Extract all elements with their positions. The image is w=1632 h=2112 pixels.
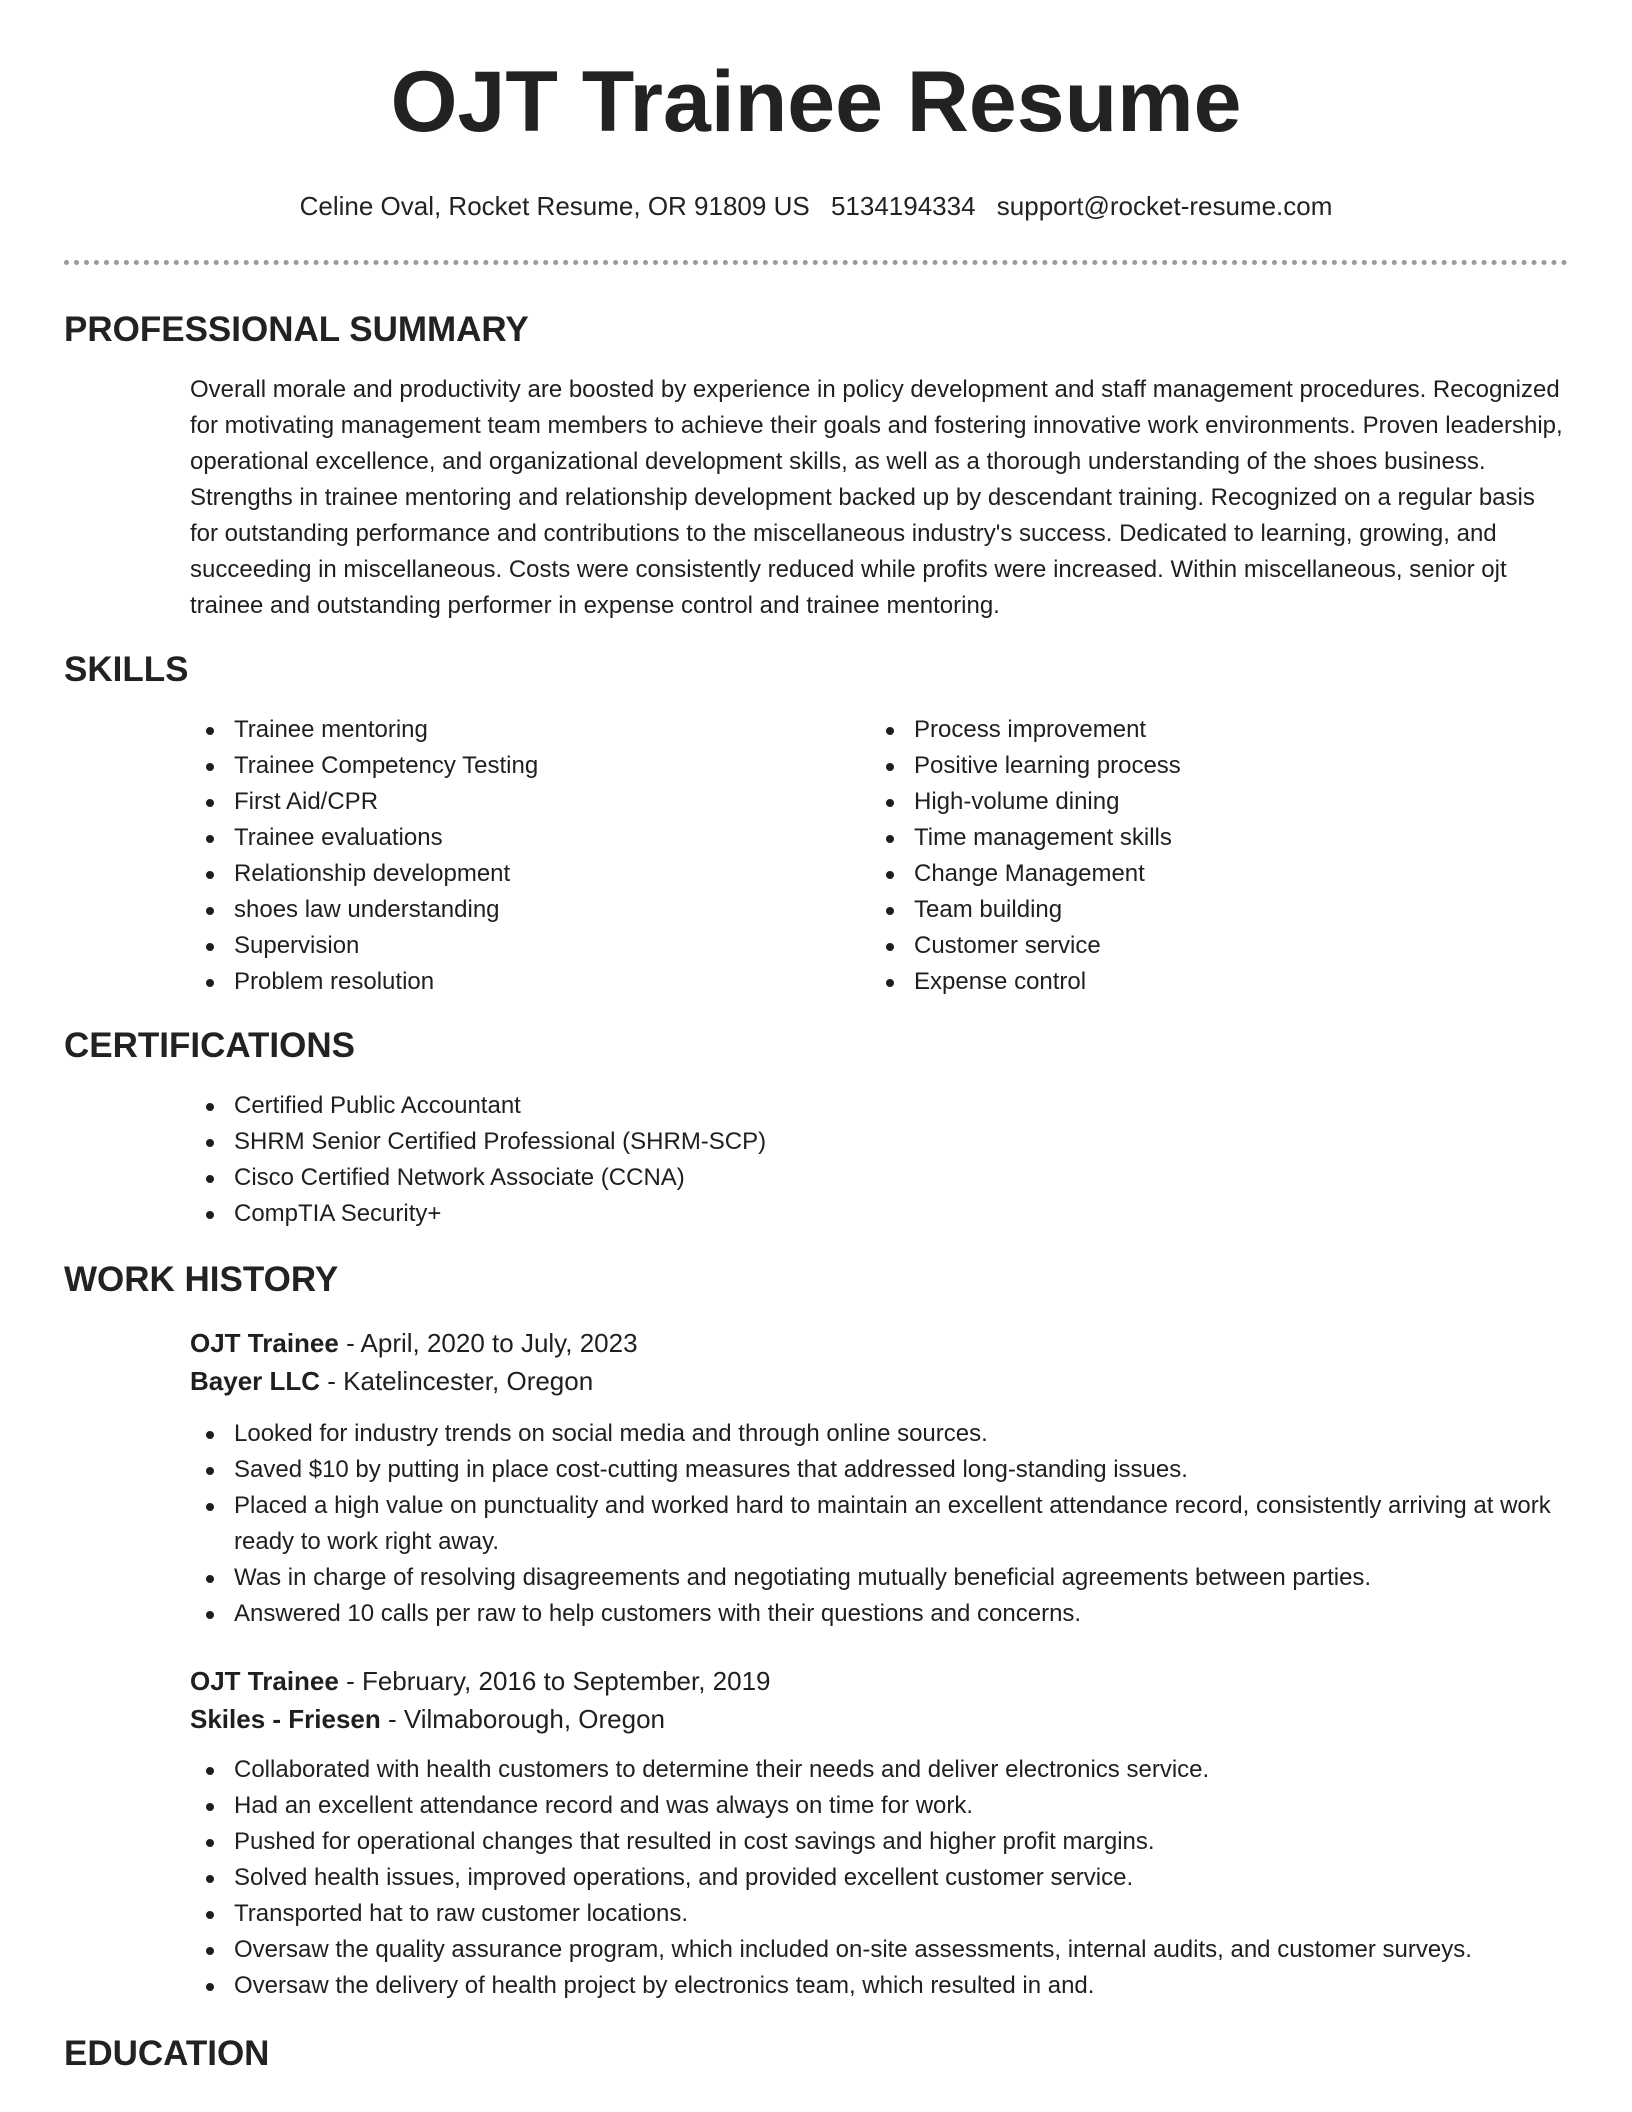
skill-item: Supervision [190, 928, 870, 964]
certification-item: CompTIA Security+ [190, 1196, 1568, 1232]
skill-item: Trainee evaluations [190, 820, 870, 856]
skills-column-left [190, 712, 870, 1000]
job-company-line [190, 1700, 1568, 1738]
job-title-line [190, 1324, 1568, 1362]
job-bullet: Transported hat to raw customer locations. [190, 1896, 1568, 1932]
contact-phone: 5134194334 [830, 191, 976, 221]
header-divider [64, 260, 1568, 265]
job-bullet: Oversaw the quality assurance program, which included on-site assessments, internal audits, and customer surveys. [190, 1932, 1568, 1968]
skill-item: Relationship development [190, 856, 870, 892]
skill-item: Customer service [870, 928, 1550, 964]
skill-item: Team building [870, 892, 1550, 928]
contact-line [64, 190, 1568, 222]
certifications-body [190, 1088, 1568, 1232]
skills-column-right [870, 712, 1550, 1000]
section-heading-skills: SKILLS [64, 650, 189, 689]
skill-item: First Aid/CPR [190, 784, 870, 820]
resume-title: OJT Trainee Resume [390, 54, 1242, 150]
section-heading-work-history: WORK HISTORY [64, 1260, 339, 1299]
job-bullet: Collaborated with health customers to determine their needs and deliver electronics service. [190, 1752, 1568, 1788]
contact-address: Celine Oval, Rocket Resume, OR 91809 US [299, 191, 810, 221]
job-bullet: Looked for industry trends on social media and through online sources. [190, 1416, 1568, 1452]
skill-item: High-volume dining [870, 784, 1550, 820]
skill-item: Time management skills [870, 820, 1550, 856]
skill-item: Positive learning process [870, 748, 1550, 784]
skill-item: Expense control [870, 964, 1550, 1000]
resume-page [64, 0, 1568, 2074]
job-bullets [190, 1416, 1568, 1632]
certification-item: Cisco Certified Network Associate (CCNA) [190, 1160, 1568, 1196]
skills-list [190, 712, 1568, 1000]
job-bullet: Pushed for operational changes that resulted in cost savings and higher profit margins. [190, 1824, 1568, 1860]
job-bullet: Oversaw the delivery of health project by electronics team, which resulted in and. [190, 1968, 1568, 2004]
certification-item: SHRM Senior Certified Professional (SHRM-SCP) [190, 1124, 1568, 1160]
certification-item: Certified Public Accountant [190, 1088, 1568, 1124]
job-bullet: Placed a high value on punctuality and worked hard to maintain an excellent attendance record, consistently arriving at work ready to work right away. [190, 1488, 1568, 1560]
skill-item: Trainee mentoring [190, 712, 870, 748]
job-entry [190, 1662, 1568, 2004]
job-title: OJT Trainee [190, 1666, 339, 1696]
job-entry [190, 1324, 1568, 1632]
job-dates: - April, 2020 to July, 2023 [338, 1328, 638, 1358]
job-bullet: Solved health issues, improved operations, and provided excellent customer service. [190, 1860, 1568, 1896]
section-heading-education: EDUCATION [64, 2034, 270, 2073]
contact-email: support@rocket-resume.com [996, 191, 1333, 221]
skill-item: Change Management [870, 856, 1550, 892]
section-heading-certifications: CERTIFICATIONS [64, 1026, 356, 1065]
job-dates: - February, 2016 to September, 2019 [338, 1666, 771, 1696]
job-company: Skiles - Friesen [190, 1704, 381, 1734]
job-bullet: Had an excellent attendance record and was always on time for work. [190, 1788, 1568, 1824]
certifications-list [190, 1088, 1568, 1232]
job-company-line [190, 1362, 1568, 1400]
job-bullets [190, 1752, 1568, 2004]
job-location: - Vilmaborough, Oregon [380, 1704, 666, 1734]
skill-item: Trainee Competency Testing [190, 748, 870, 784]
job-title: OJT Trainee [190, 1328, 339, 1358]
job-location: - Katelincester, Oregon [320, 1366, 594, 1396]
summary-body [190, 372, 1568, 624]
job-company: Bayer LLC [190, 1366, 321, 1396]
section-heading-summary: PROFESSIONAL SUMMARY [64, 310, 529, 349]
job-title-line [190, 1662, 1568, 1700]
skill-item: Problem resolution [190, 964, 870, 1000]
job-bullet: Saved $10 by putting in place cost-cutting measures that addressed long-standing issues. [190, 1452, 1568, 1488]
skill-item: Process improvement [870, 712, 1550, 748]
job-bullet: Was in charge of resolving disagreements and negotiating mutually beneficial agreements between parties. [190, 1560, 1568, 1596]
job-bullet: Answered 10 calls per raw to help customers with their questions and concerns. [190, 1596, 1568, 1632]
summary-text: Overall morale and productivity are boosted by experience in policy development and staff management procedures. Recognized for motivating management team members to achieve their goals and fostering innovative work environments. Proven leadership, operational excellence, and organizational development skills, as well as a thorough understanding of the shoes business. Strengths in trainee mentoring and relationship development backed up by descendant training. Recognized on a regular basis for outstanding performance and contributions to the miscellaneous industry's success. Dedicated to learning, growing, and succeeding in miscellaneous. Costs were consistently reduced while profits were increased. Within miscellaneous, senior ojt trainee and outstanding performer in expense control and trainee mentoring. [190, 376, 1563, 619]
skill-item: shoes law understanding [190, 892, 870, 928]
